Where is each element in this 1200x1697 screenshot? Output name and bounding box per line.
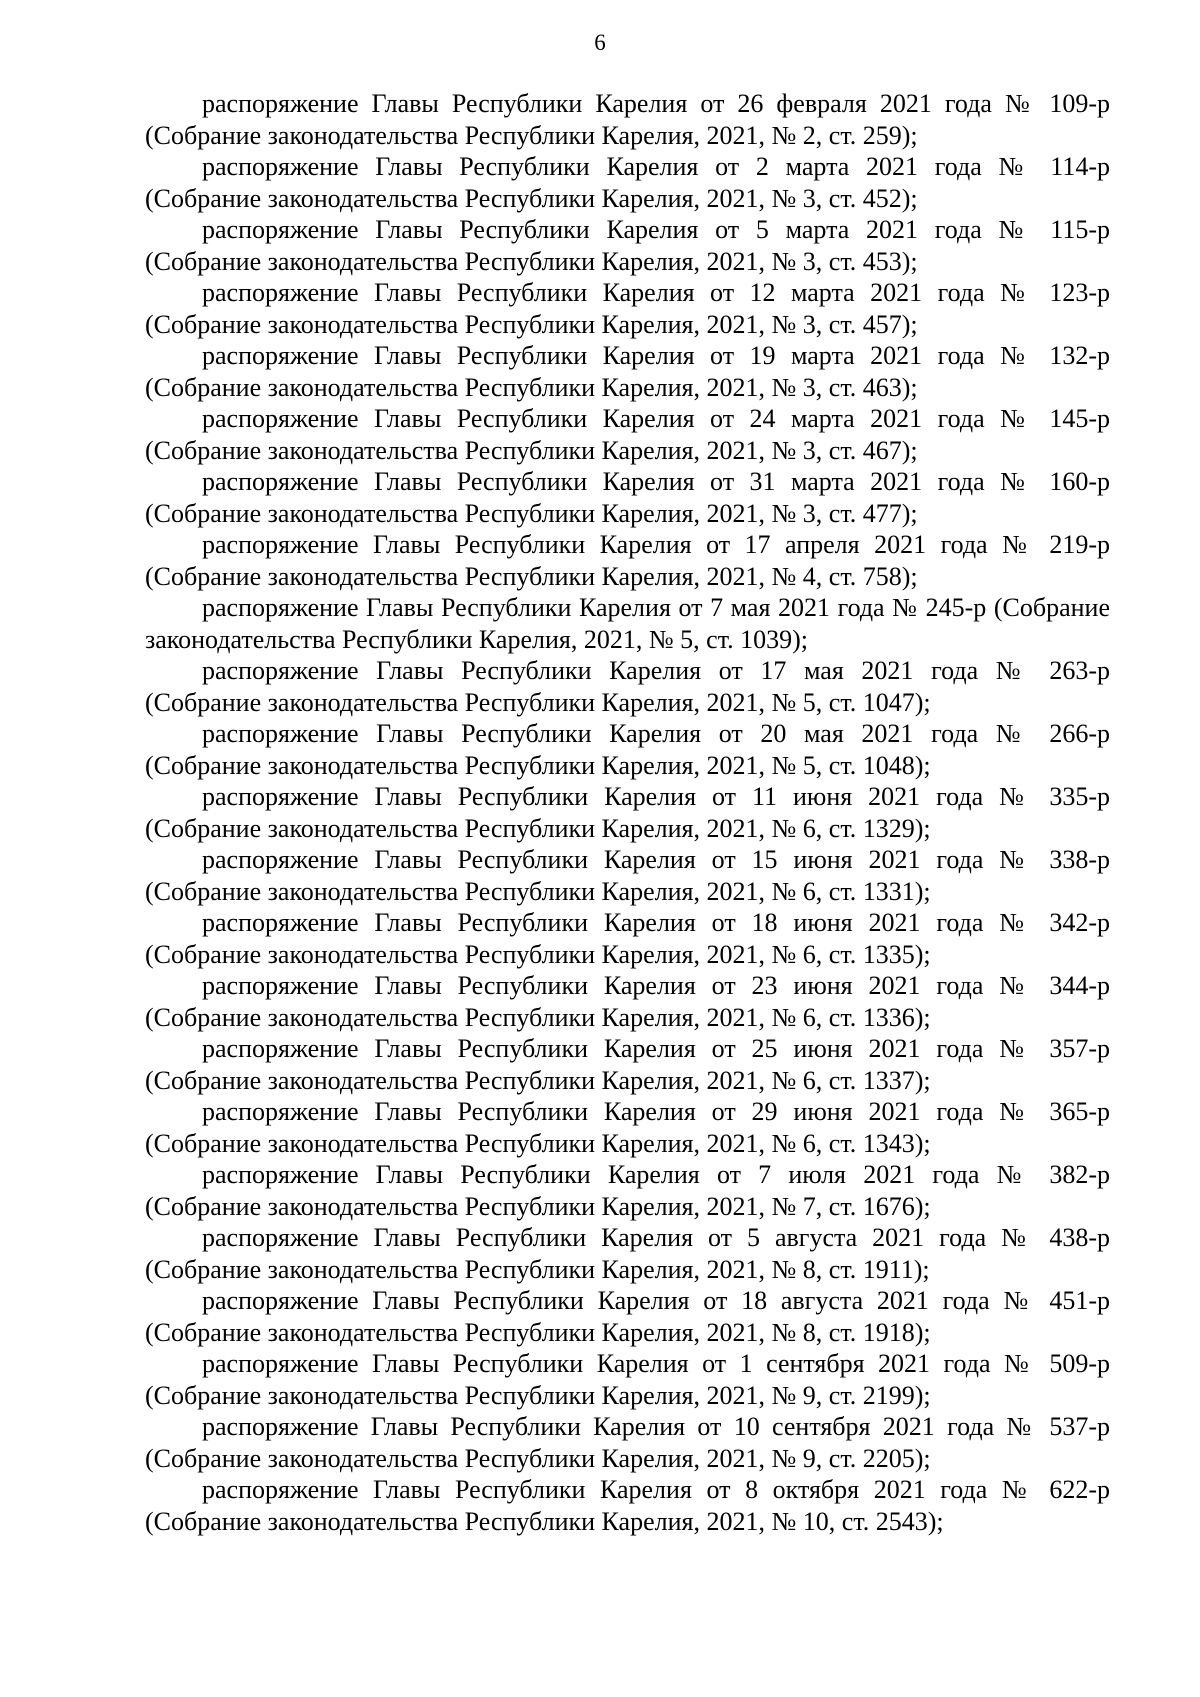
list-item xyxy=(145,1474,1110,1537)
entry-text: распоряжение Главы Республики Карелия от 11 июня 2021 года № 335-р (Собрание законодательства Республики Карелия, 2021, № 6, ст. 1329); xyxy=(145,782,1110,843)
list-item xyxy=(145,529,1110,592)
list-item xyxy=(145,403,1110,466)
entry-text: распоряжение Главы Республики Карелия от 26 февраля 2021 года № 109-р (Собрание законодательства Республики Карелия, 2021, № 2, ст. 259); xyxy=(145,89,1110,150)
entry-text: распоряжение Главы Республики Карелия от 2 марта 2021 года № 114-р (Собрание законодательства Республики Карелия, 2021, № 3, ст. 452); xyxy=(145,152,1110,213)
entry-text: распоряжение Главы Республики Карелия от 5 марта 2021 года № 115-р (Собрание законодательства Республики Карелия, 2021, № 3, ст. 453); xyxy=(145,215,1110,276)
list-item xyxy=(145,214,1110,277)
list-item xyxy=(145,1159,1110,1222)
list-item xyxy=(145,718,1110,781)
entry-text: распоряжение Главы Республики Карелия от 25 июня 2021 года № 357-р (Собрание законодательства Республики Карелия, 2021, № 6, ст. 1337); xyxy=(145,1034,1110,1095)
list-item xyxy=(145,592,1110,655)
entry-text: распоряжение Главы Республики Карелия от 18 июня 2021 года № 342-р (Собрание законодательства Республики Карелия, 2021, № 6, ст. 1335); xyxy=(145,908,1110,969)
list-item xyxy=(145,655,1110,718)
list-item xyxy=(145,844,1110,907)
list-item xyxy=(145,1348,1110,1411)
entry-text: распоряжение Главы Республики Карелия от 31 марта 2021 года № 160-р (Собрание законодательства Республики Карелия, 2021, № 3, ст. 477); xyxy=(145,467,1110,528)
entry-text: распоряжение Главы Республики Карелия от 17 апреля 2021 года № 219-р (Собрание законодательства Республики Карелия, 2021, № 4, ст. 758); xyxy=(145,530,1110,591)
list-item xyxy=(145,1222,1110,1285)
entry-text: распоряжение Главы Республики Карелия от 8 октября 2021 года № 622-р (Собрание законодательства Республики Карелия, 2021, № 10, ст. 2543); xyxy=(145,1475,1110,1536)
entry-text: распоряжение Главы Республики Карелия от 23 июня 2021 года № 344-р (Собрание законодательства Республики Карелия, 2021, № 6, ст. 1336); xyxy=(145,971,1110,1032)
entry-text: распоряжение Главы Республики Карелия от 15 июня 2021 года № 338-р (Собрание законодательства Республики Карелия, 2021, № 6, ст. 1331); xyxy=(145,845,1110,906)
list-item xyxy=(145,88,1110,151)
list-item xyxy=(145,1096,1110,1159)
entry-text: распоряжение Главы Республики Карелия от 24 марта 2021 года № 145-р (Собрание законодательства Республики Карелия, 2021, № 3, ст. 467); xyxy=(145,404,1110,465)
entry-text: распоряжение Главы Республики Карелия от 18 августа 2021 года № 451-р (Собрание законодательства Республики Карелия, 2021, № 8, ст. 1918); xyxy=(145,1286,1110,1347)
entry-text: распоряжение Главы Республики Карелия от 17 мая 2021 года № 263-р (Собрание законодательства Республики Карелия, 2021, № 5, ст. 1047); xyxy=(145,656,1110,717)
list-item xyxy=(145,781,1110,844)
list-item xyxy=(145,340,1110,403)
entry-text: распоряжение Главы Республики Карелия от 12 марта 2021 года № 123-р (Собрание законодательства Республики Карелия, 2021, № 3, ст. 457); xyxy=(145,278,1110,339)
list-item xyxy=(145,466,1110,529)
list-item xyxy=(145,277,1110,340)
entry-text: распоряжение Главы Республики Карелия от 20 мая 2021 года № 266-р (Собрание законодательства Республики Карелия, 2021, № 5, ст. 1048); xyxy=(145,719,1110,780)
entry-text: распоряжение Главы Республики Карелия от 7 июля 2021 года № 382-р (Собрание законодательства Республики Карелия, 2021, № 7, ст. 1676); xyxy=(145,1160,1110,1221)
entry-text: распоряжение Главы Республики Карелия от 10 сентября 2021 года № 537-р (Собрание законодательства Республики Карелия, 2021, № 9, ст. 2205); xyxy=(145,1412,1110,1473)
list-item xyxy=(145,1285,1110,1348)
list-item xyxy=(145,1033,1110,1096)
entry-text: распоряжение Главы Республики Карелия от 7 мая 2021 года № 245-р (Собрание законодательства Республики Карелия, 2021, № 5, ст. 1039); xyxy=(145,593,1110,654)
list-item xyxy=(145,151,1110,214)
entry-text: распоряжение Главы Республики Карелия от 29 июня 2021 года № 365-р (Собрание законодательства Республики Карелия, 2021, № 6, ст. 1343); xyxy=(145,1097,1110,1158)
entry-text: распоряжение Главы Республики Карелия от 19 марта 2021 года № 132-р (Собрание законодательства Республики Карелия, 2021, № 3, ст. 463); xyxy=(145,341,1110,402)
list-item xyxy=(145,970,1110,1033)
list-item xyxy=(145,907,1110,970)
page-number: 6 xyxy=(594,30,606,55)
document-body xyxy=(145,88,1110,1537)
entry-text: распоряжение Главы Республики Карелия от 1 сентября 2021 года № 509-р (Собрание законодательства Республики Карелия, 2021, № 9, ст. 2199); xyxy=(145,1349,1110,1410)
list-item xyxy=(145,1411,1110,1474)
entry-text: распоряжение Главы Республики Карелия от 5 августа 2021 года № 438-р (Собрание законодательства Республики Карелия, 2021, № 8, ст. 1911); xyxy=(145,1223,1110,1284)
